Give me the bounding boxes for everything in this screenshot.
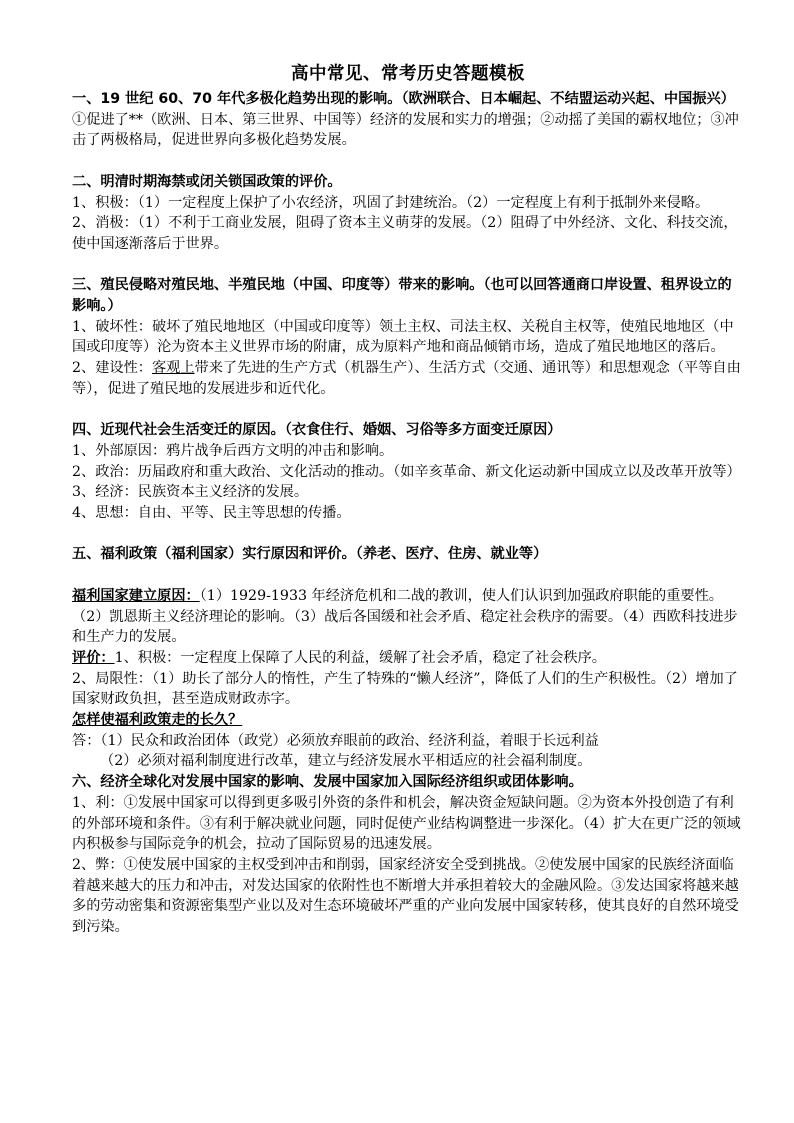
section-5-limitations: 2、局限性：（1）助长了部分人的惰性，产生了特殊的“懒人经济”，降低了人们的生产积极性。（2）增加了国家财政负担，甚至造成财政赤字。 [72,670,738,708]
section-6-drawbacks: 2、弊：①使发展中国家的主权受到冲击和削弱，国家经济安全受到挑战。②使发展中国家的民族经济面临着越来越大的压力和冲击，对发达国家的依附性也不断增大并承担着较大的金融风险。③发达国家将越来越多的劳动密集和资源密集型产业以及对生态环境破坏严重的产业向发展中国家转移，使其良好的自然环境受到污染。 [72,856,739,936]
section-4-item-3: 3、经济：民族资本主义经济的发展。 [72,484,309,501]
section-5-heading: 五、福利政策（福利国家）实行原因和评价。（养老、医疗、住房、就业等） [72,546,548,563]
section-4-heading: 四、近现代社会生活变迁的原因。（衣食住行、婚姻、习俗等多方面变迁原因） [72,422,562,439]
section-4-item-1: 1、外部原因：鸦片战争后西方文明的冲击和影响。 [72,442,394,459]
section-4-item-2: 2、政治：历届政府和重大政治、文化活动的推动。（如辛亥革命、新文化运动新中国成立以及改革开放等） [72,463,741,480]
section-2-positive: 1、积极：（1）一定程度上保护了小农经济，巩固了封建统治。（2）一定程度上有利于抵制外来侵略。 [72,194,710,211]
document-page [72,62,744,938]
section-3-constructive-rest: 带来了先进的生产方式（机器生产）、生活方式（交通、通讯等）和思想观念（平等自由等），促进了殖民地的发展进步和近代化。 [72,360,741,397]
spacer [72,565,744,586]
section-5-eval-label: 评价： [72,649,115,666]
spacer [72,400,744,421]
section-3-underlined-phrase: 客观上 [151,360,195,377]
section-6-benefits: 1、利：①发展中国家可以得到更多吸引外资的条件和机会，解决资金短缺问题。②为资本外投创造了有利的外部环境和条件。③有利于解决就业问题，同时促使产业结构调整进一步深化。（4）扩大在更广泛的领域内积极参与国际竞争的机会，拉动了国际贸易的迅速发展。 [72,794,741,853]
section-5-answer-2: （2）必须对福利制度进行改革，建立与经济发展水平相适应的社会福利制度。 [100,753,592,770]
section-5-reason-text: （1）1929-1933 年经济危机和二战的教训，使人们认识到加强政府职能的重要性。（2）凯恩斯主义经济理论的影响。（3）战后各国缓和社会矛盾、稳定社会秩序的需要。（4）西欧科技进步和生产力的发展。 [72,587,738,646]
spacer [72,524,744,545]
section-3-destructive: 1、破坏性：破坏了殖民地地区（中国或印度等）领土主权、司法主权、关税自主权等，使殖民地地区（中国或印度等）沦为资本主义世界市场的附庸，成为原料产地和商品倾销市场，造成了殖民地地区的落后。 [72,318,734,356]
section-5-question-text: 怎样使福利政策走的长久？ [72,712,243,729]
section-6-heading: 六、经济全球化对发展中国家的影响、发展中国家加入国际经济组织或团体影响。 [72,774,583,791]
section-5-reasons [72,586,744,648]
page-title: 高中常见、常考历史答题模板 [291,64,525,84]
section-3-constructive-prefix: 2、建设性： [72,360,152,377]
section-1-heading: 一、19 世纪 60、70 年代多极化趋势出现的影响。（欧洲联合、日本崛起、不结盟运动兴起、中国振兴） [72,91,735,107]
spacer [72,151,744,172]
section-3-constructive [72,358,744,399]
section-4-item-4: 4、思想：自由、平等、民主等思想的传播。 [72,505,351,522]
spacer [72,255,744,276]
section-5-evaluation [72,648,744,669]
section-3-heading: 三、殖民侵略对殖民地、半殖民地（中国、印度等）带来的影响。（也可以回答通商口岸设置、租界设立的影响。） [72,277,732,314]
section-5-eval-text: 1、积极：一定程度上保障了人民的利益，缓解了社会矛盾，稳定了社会秩序。 [114,649,606,666]
section-2-negative: 2、消极：（1）不利于工商业发展，阻碍了资本主义萌芽的发展。（2）阻碍了中外经济、文化、科技交流，使中国逐渐落后于世界。 [72,215,738,252]
section-1-body: ①促进了**（欧洲、日本、第三世界、中国等）经济的发展和实力的增强；②动摇了美国的霸权地位；③冲击了两极格局，促进世界向多极化趋势发展。 [72,111,739,149]
section-5-reason-label: 福利国家建立原因： [72,587,200,604]
section-2-heading: 二、明清时期海禁或闭关锁国政策的评价。 [72,173,342,190]
section-5-answer-1: 答：（1）民众和政治团体（政党）必须放弃眼前的政治、经济利益，着眼于长远利益 [72,732,599,749]
section-5-question [72,710,744,731]
